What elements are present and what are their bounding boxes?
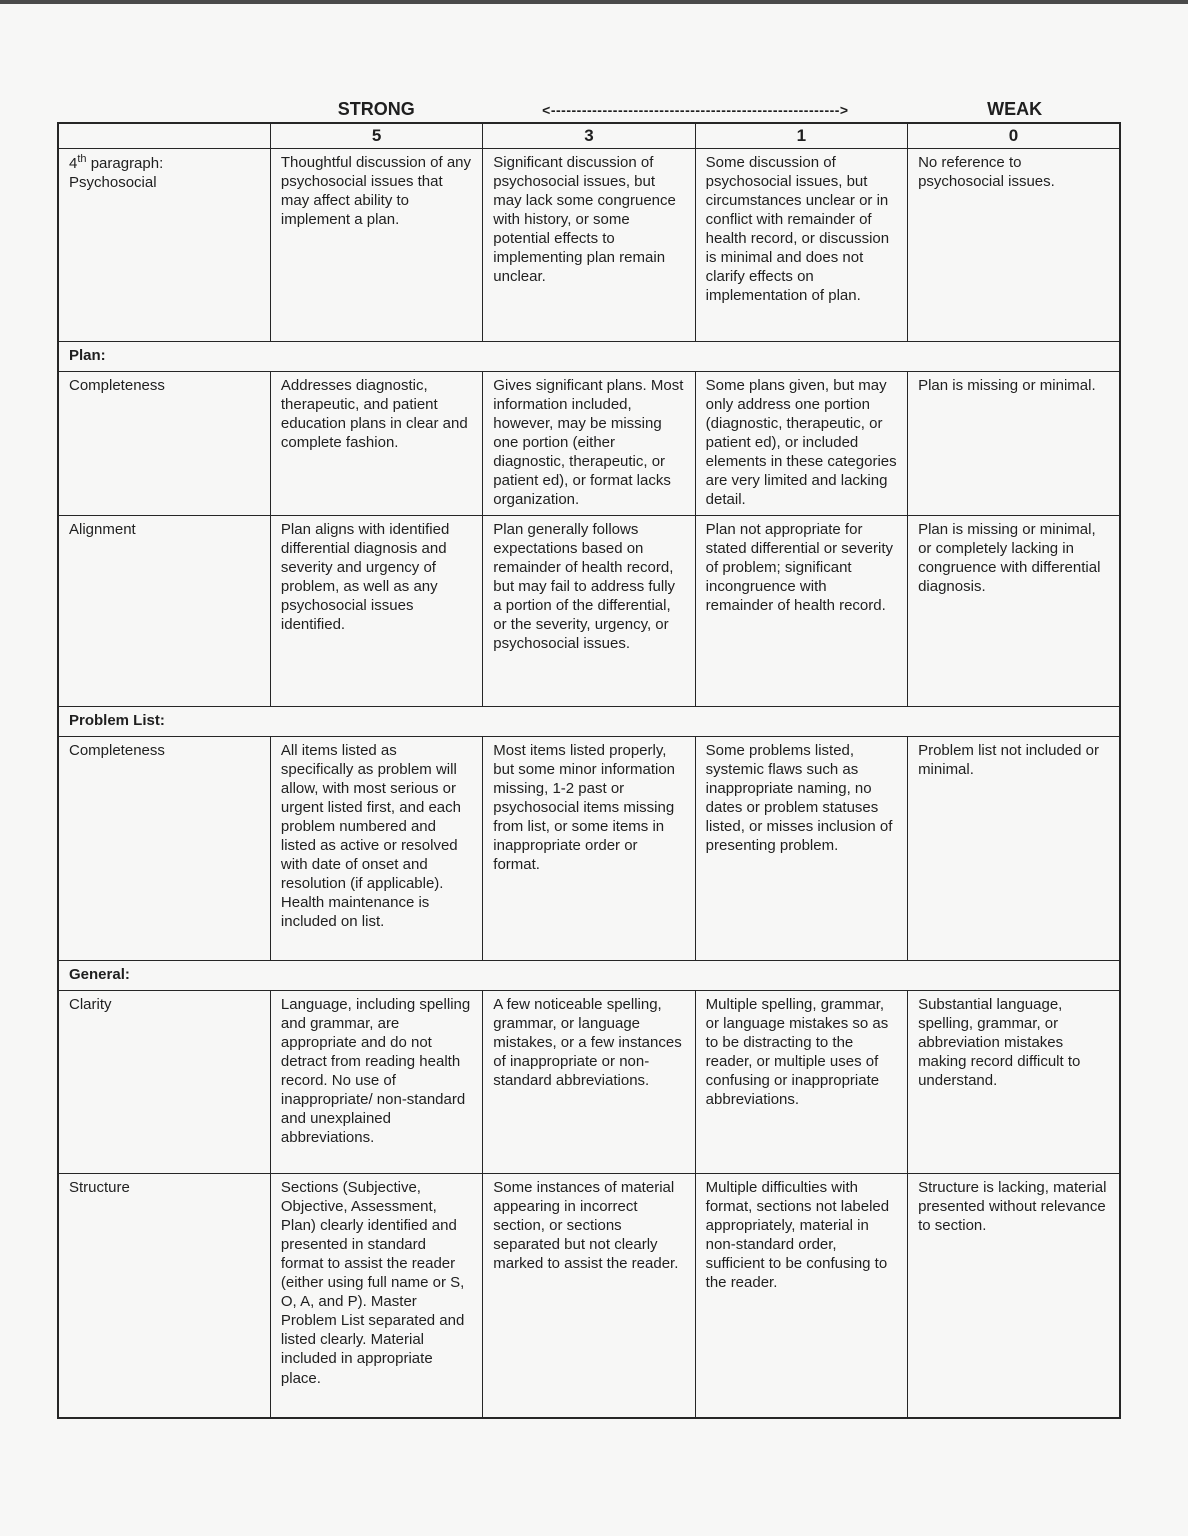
psychosocial-score-3-cell: Significant discussion of psychosocial issues, but may lack some congruence with history, or some potential effects to implementing plan remain unclear. bbox=[483, 148, 695, 341]
criterion-alignment: Alignment bbox=[58, 515, 270, 706]
score-3-header: 3 bbox=[483, 123, 695, 148]
problem-list-completeness-score-3-cell: Most items listed properly, but some minor information missing, 1-2 past or psychosocial items missing from list, or some items in inappropriate order or format. bbox=[483, 737, 695, 961]
problem-list-completeness-score-5-cell: All items listed as specifically as problem will allow, with most serious or urgent listed first, and each problem numbered and listed as active or resolved with date of onset and resolution (if applicable). Health maintenance is included on list. bbox=[270, 737, 482, 961]
strong-label: STRONG bbox=[337, 99, 415, 119]
plan-completeness-score-3-cell: Gives significant plans. Most information included, however, may be missing one portion (either diagnostic, therapeutic, or patient ed), or format lacks organization. bbox=[483, 371, 695, 515]
alignment-row bbox=[58, 515, 1120, 706]
structure-score-5-cell: Sections (Subjective, Objective, Assessment, Plan) clearly identified and presented in standard format to assist the reader (either using full name or S, O, A, and P). Master Problem List separated and listed clearly. Material included in appropriate place. bbox=[270, 1174, 482, 1418]
psychosocial-score-5-cell: Thoughtful discussion of any psychosocial issues that may affect ability to implement a plan. bbox=[270, 148, 482, 341]
plan-section-label: Plan: bbox=[58, 341, 1120, 371]
criterion-plan-completeness: Completeness bbox=[58, 371, 270, 515]
scan-edge-shadow bbox=[0, 0, 1188, 4]
criterion-psychosocial-line2: Psychosocial bbox=[69, 173, 157, 191]
rubric-table bbox=[57, 122, 1121, 1419]
structure-score-0-cell: Structure is lacking, material presented without relevance to section. bbox=[908, 1174, 1120, 1418]
problem-list-section-row bbox=[58, 706, 1120, 736]
problem-list-section-label: Problem List: bbox=[58, 706, 1120, 736]
criterion-problem-list-completeness: Completeness bbox=[58, 737, 270, 961]
scale-header bbox=[57, 92, 1121, 120]
plan-completeness-score-1-cell: Some plans given, but may only address one portion (diagnostic, therapeutic, or patient ed), or included elements in these categories are very limited and lacking detail. bbox=[695, 371, 907, 515]
problem-list-completeness-score-1-cell: Some problems listed, systemic flaws such as inappropriate naming, no dates or problem statuses listed, or misses inclusion of presenting problem. bbox=[695, 737, 907, 961]
alignment-score-1-cell: Plan not appropriate for stated differential or severity of problem; significant incongruence with remainder of health record. bbox=[695, 515, 907, 706]
alignment-score-5-cell: Plan aligns with identified differential diagnosis and severity and urgency of problem, as well as any psychosocial issues identified. bbox=[270, 515, 482, 706]
structure-score-1-cell: Multiple difficulties with format, sections not labeled appropriately, material in non-standard order, sufficient to be confusing to the reader. bbox=[695, 1174, 907, 1418]
score-5-header: 5 bbox=[270, 123, 482, 148]
problem-list-completeness-score-0-cell: Problem list not included or minimal. bbox=[908, 737, 1120, 961]
clarity-score-3-cell: A few noticeable spelling, grammar, or language mistakes, or a few instances of inappropriate or non-standard abbreviations. bbox=[483, 991, 695, 1174]
structure-score-3-cell: Some instances of material appearing in incorrect section, or sections separated but not clearly marked to assist the reader. bbox=[483, 1174, 695, 1418]
plan-completeness-score-0-cell: Plan is missing or minimal. bbox=[908, 371, 1120, 515]
structure-row bbox=[58, 1174, 1120, 1418]
criterion-psychosocial bbox=[58, 148, 270, 341]
psychosocial-row bbox=[58, 148, 1120, 341]
criterion-psychosocial-rest: paragraph: bbox=[86, 154, 164, 172]
psychosocial-score-0-cell: No reference to psychosocial issues. bbox=[908, 148, 1120, 341]
weak-label: WEAK bbox=[987, 99, 1043, 119]
general-section-row bbox=[58, 961, 1120, 991]
problem-list-completeness-row bbox=[58, 737, 1120, 961]
strong-to-weak-arrow: <--------------------------------------------------------> bbox=[542, 102, 849, 118]
clarity-score-5-cell: Language, including spelling and grammar, are appropriate and do not detract from reading health record. No use of inappropriate/ non-standard and unexplained abbreviations. bbox=[270, 991, 482, 1174]
score-0-header: 0 bbox=[908, 123, 1120, 148]
criterion-structure: Structure bbox=[58, 1174, 270, 1418]
plan-section-row bbox=[58, 341, 1120, 371]
clarity-score-1-cell: Multiple spelling, grammar, or language mistakes so as to be distracting to the reader, or multiple uses of confusing or inappropriate abbreviations. bbox=[695, 991, 907, 1174]
clarity-row bbox=[58, 991, 1120, 1174]
psychosocial-score-1-cell: Some discussion of psychosocial issues, but circumstances unclear or in conflict with remainder of health record, or discussion is minimal and does not clarify effects on implementation of plan. bbox=[695, 148, 907, 341]
plan-completeness-row bbox=[58, 371, 1120, 515]
alignment-score-3-cell: Plan generally follows expectations based on remainder of health record, but may fail to address fully a portion of the differential, or the severity, urgency, or psychosocial issues. bbox=[483, 515, 695, 706]
criterion-clarity: Clarity bbox=[58, 991, 270, 1174]
clarity-score-0-cell: Substantial language, spelling, grammar, or abbreviation mistakes making record difficult to understand. bbox=[908, 991, 1120, 1174]
alignment-score-0-cell: Plan is missing or minimal, or completely lacking in congruence with differential diagnosis. bbox=[908, 515, 1120, 706]
score-header-row bbox=[58, 123, 1120, 148]
plan-completeness-score-5-cell: Addresses diagnostic, therapeutic, and patient education plans in clear and complete fashion. bbox=[270, 371, 482, 515]
criterion-column-header bbox=[58, 123, 270, 148]
criterion-psychosocial-sup: th bbox=[77, 152, 87, 165]
score-1-header: 1 bbox=[695, 123, 907, 148]
criterion-psychosocial-num: 4 bbox=[69, 154, 78, 172]
general-section-label: General: bbox=[58, 961, 1120, 991]
